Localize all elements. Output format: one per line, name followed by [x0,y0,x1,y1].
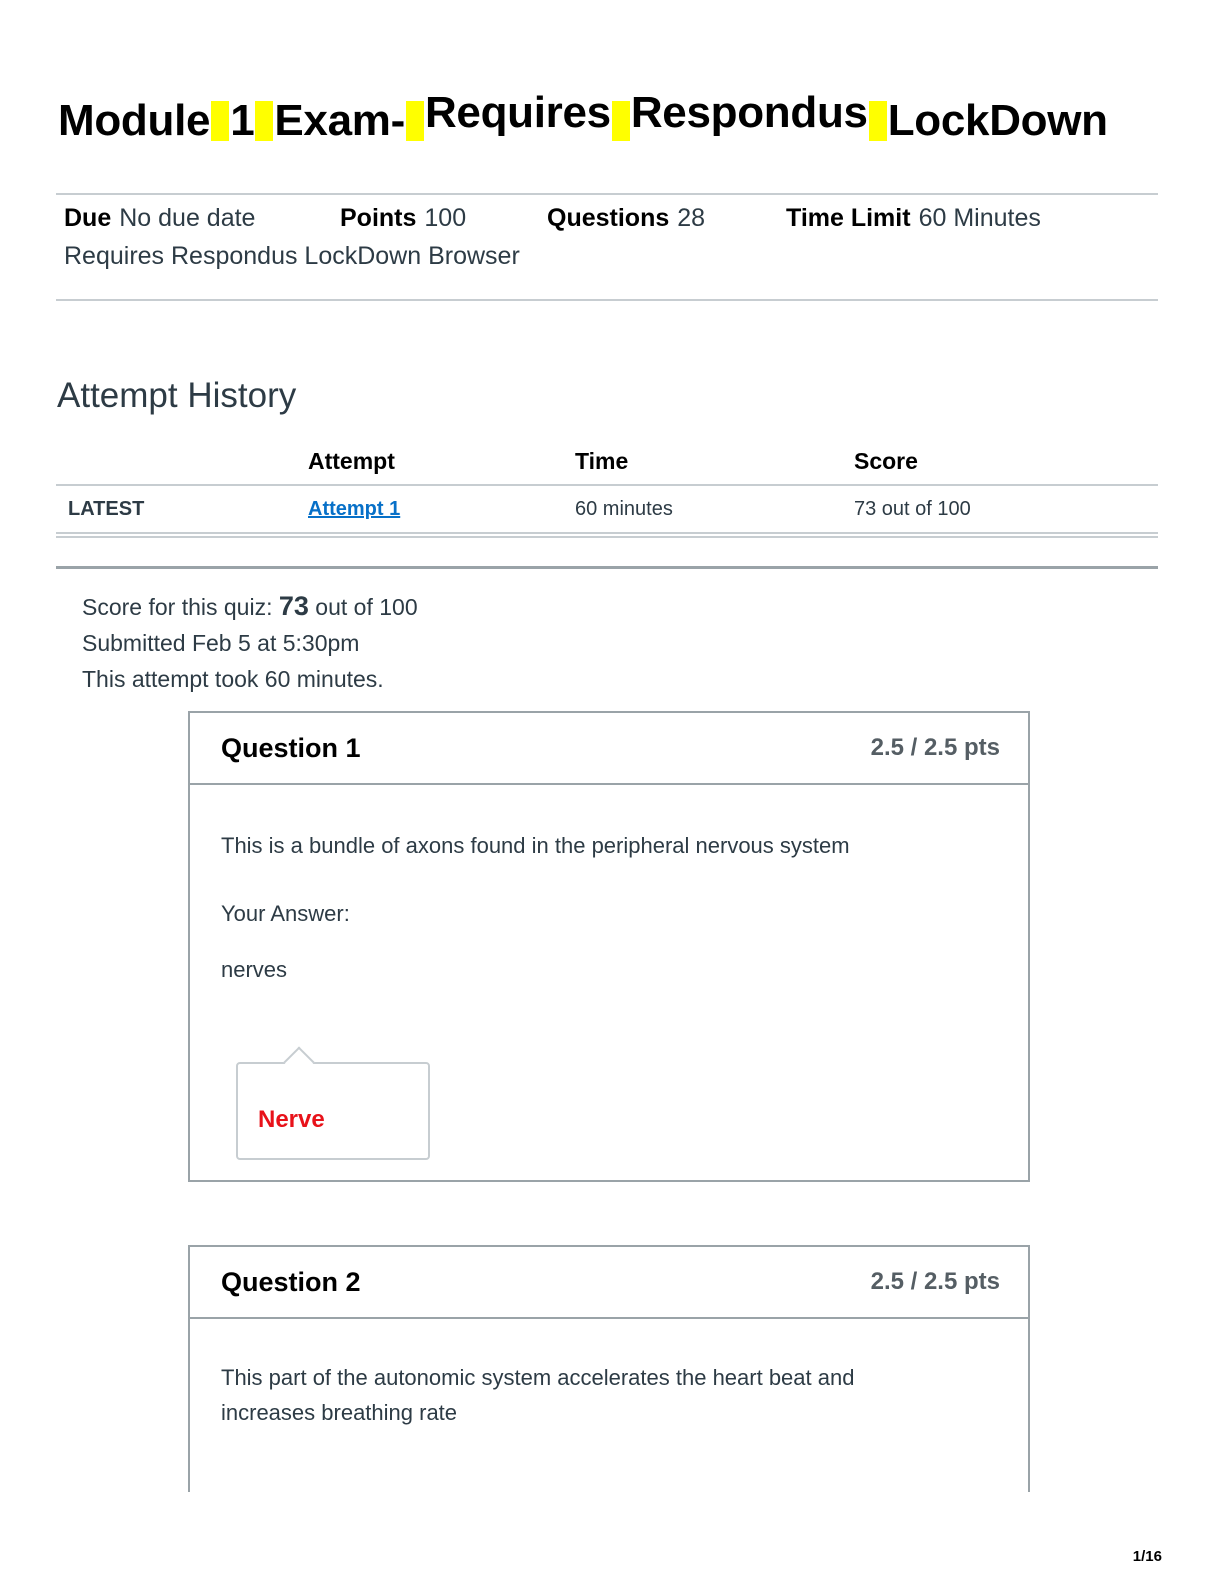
latest-tag: LATEST [68,497,145,520]
attempt-history-title: Attempt History [57,376,297,415]
question-body [190,785,1028,1180]
time-limit-value: 60 Minutes [918,204,1041,232]
attempt-score: 73 out of 100 [854,497,971,520]
title-word: 1 [230,96,255,145]
question-card [188,711,1030,1182]
quiz-summary [82,588,418,697]
column-header-score: Score [854,438,1158,485]
your-answer-label: Your Answer: [221,901,350,926]
column-header-attempt: Attempt [308,438,575,485]
question-text: increases breathing rate [221,1400,458,1425]
question-title: Question 1 [221,732,361,763]
title-word: Module [58,96,211,145]
points [340,204,547,233]
highlight-mark [869,101,887,141]
divider [56,566,1158,569]
page-title [58,88,1108,146]
table-row [56,485,1158,533]
highlight-mark [255,101,273,141]
due-date [64,204,340,233]
question-points: 2.5 / 2.5 pts [870,1268,1000,1295]
highlight-mark [612,101,630,141]
question-body [190,1319,1028,1494]
attempt-history-table [56,438,1158,534]
title-word: Respondus [630,88,868,137]
time-limit-label: Time Limit [786,204,911,232]
column-header-time: Time [575,438,854,485]
divider [56,193,1158,195]
quiz-details [64,204,1154,271]
highlight-mark [406,101,424,141]
time-limit [786,204,1041,233]
questions-label: Questions [547,204,670,232]
column-header [56,438,308,485]
question-text: This part of the autonomic system accelerates the heart beat and [221,1365,855,1390]
questions-value: 28 [677,204,706,232]
your-answer-value: nerves [221,957,288,982]
points-value: 100 [424,204,467,232]
divider [56,299,1158,301]
table-header-row [56,438,1158,485]
question-text: This is a bundle of axons found in the peripheral nervous system [221,833,850,858]
question-header [190,1247,1028,1319]
highlight-mark [211,101,229,141]
due-label: Due [64,204,112,232]
score-prefix: Score for this quiz: [82,594,273,620]
title-word: Exam- [274,96,405,145]
attempt-link[interactable]: Attempt 1 [308,497,401,520]
question-title: Question 2 [221,1266,361,1297]
score-suffix: out of 100 [315,594,418,620]
title-word: Requires [424,88,611,137]
lockdown-requirement: Requires Respondus LockDown Browser [64,242,520,270]
question-points: 2.5 / 2.5 pts [870,734,1000,761]
divider [56,536,1158,538]
submitted-line: Submitted Feb 5 at 5:30pm [82,630,360,656]
correct-answer-value: Nerve [258,1106,325,1133]
correct-answer-callout [236,1062,430,1160]
page-number: 1/16 [1132,1548,1162,1565]
details-row [64,204,1154,242]
title-word: LockDown [887,96,1108,145]
question-header [190,713,1028,785]
points-label: Points [340,204,417,232]
duration-line: This attempt took 60 minutes. [82,666,384,692]
score-value: 73 [278,591,309,621]
due-value: No due date [119,204,256,232]
score-line [82,588,418,625]
question-card [188,1245,1030,1492]
questions-count [547,204,786,233]
attempt-time: 60 minutes [575,497,673,520]
